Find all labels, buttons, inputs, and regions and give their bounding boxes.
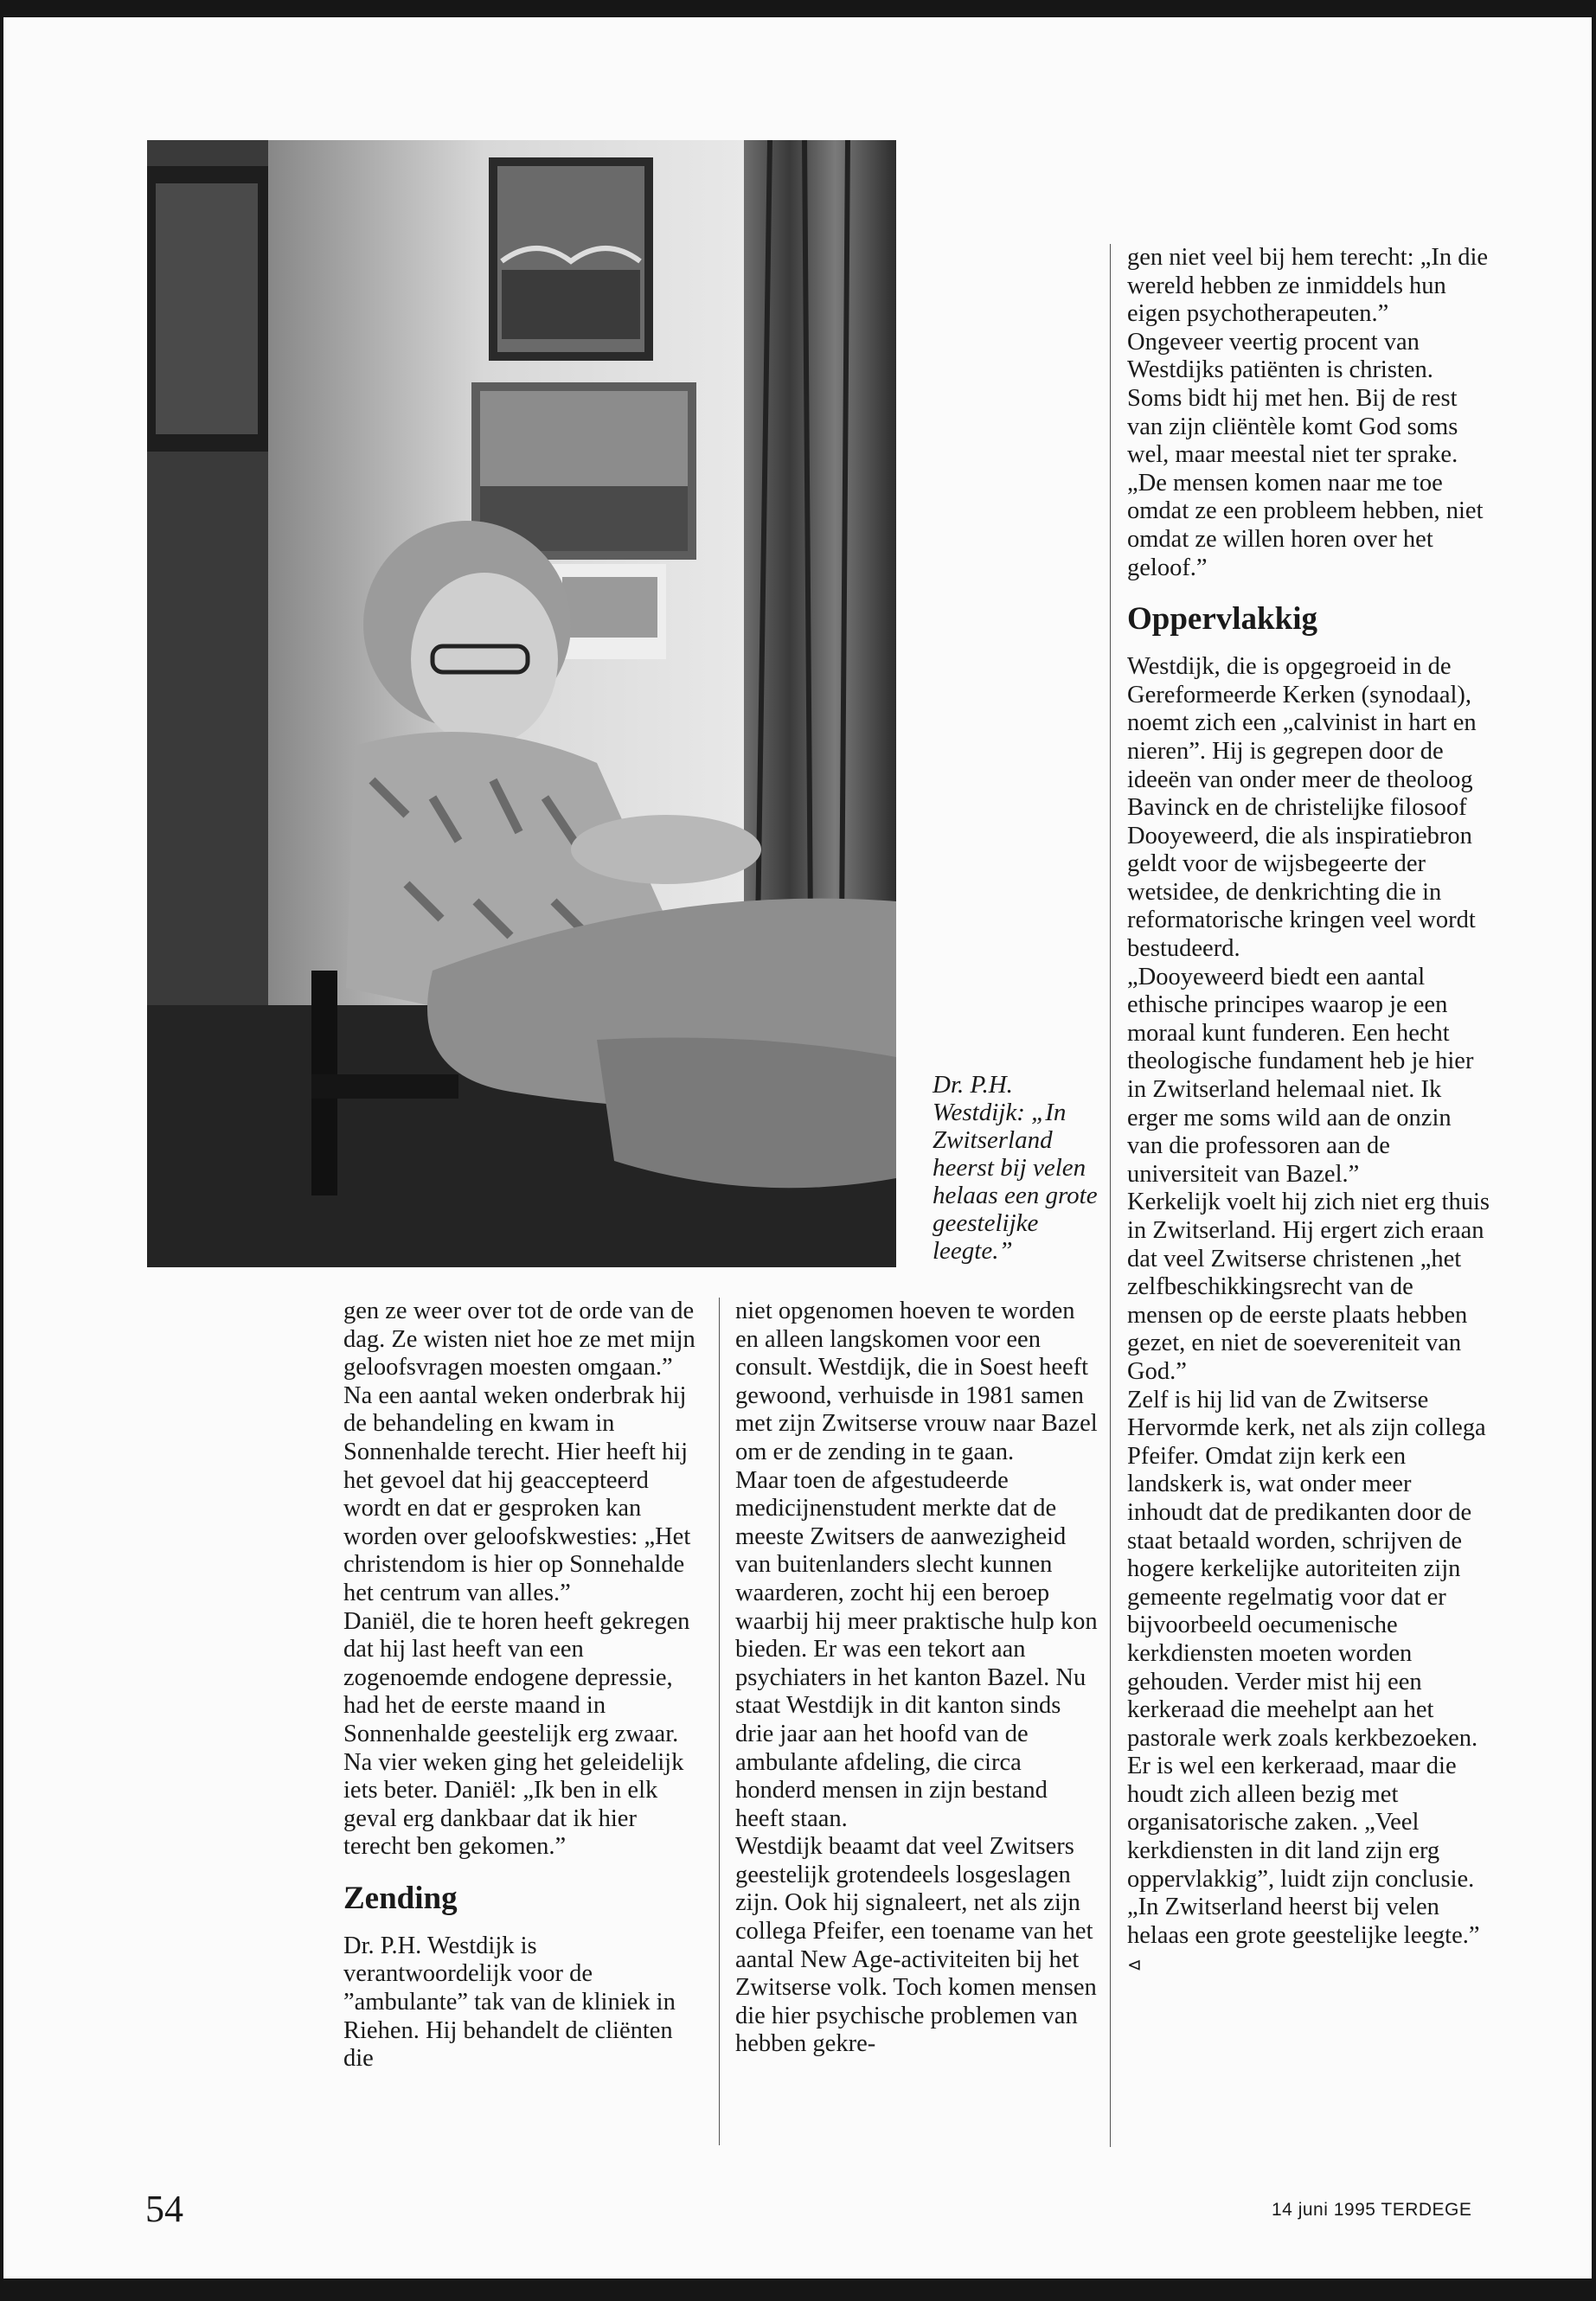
paragraph: gen niet veel bij hem terecht: „In die wereld hebben ze inmiddels hun eigen psychotherapeuten.” (1127, 244, 1489, 328)
paragraph: Dr. P.H. Westdijk is verantwoordelijk voor de ”ambulante” tak van de kliniek in Riehen. Hij behandelt de cliënten die (343, 1932, 676, 2073)
publication-date: 14 juni 1995 TERDEGE (1272, 2200, 1472, 2220)
article-column-1 (343, 1298, 707, 2073)
paragraph: Daniël, die te horen heeft gekregen dat hij last heeft van een zogenoemde endogene depressie, had het de eerste maand in Sonnenhalde geestelijk erg zwaar. Na vier weken ging het geleidelijk iets beter. Daniël: „Ik ben in elk geval erg dankbaar dat ik hier terecht ben gekomen.” (343, 1607, 690, 1861)
caption-name: Dr. P.H. Westdijk: (933, 1071, 1025, 1126)
end-mark-icon: ⊲ (1127, 1956, 1142, 1976)
paragraph: Westdijk, die is opgegroeid in de Gereformeerde Kerken (synodaal), noemt zich een „calvinist in hart en nieren”. Hij is gegrepen door de ideeën van onder meer de theoloog Bavinck en de christelijke filosoof Dooyeweerd, die als inspiratiebron geldt voor de wijsbegeerte der wetsidee, de denkrichting die in reformatorische kringen veel wordt bestudeerd. (1127, 653, 1477, 963)
column-divider (719, 1298, 720, 2145)
column-divider (1110, 244, 1111, 2147)
paragraph: Westdijk beaamt dat veel Zwitsers geestelijk grotendeels losgeslagen zijn. Ook hij signaleert, net als zijn collega Pfeifer, een toename van het aantal New Age-activiteiten bij het Zwitserse volk. Toch komen mensen die hier psychische problemen van hebben gekre- (735, 1833, 1097, 2058)
portrait-photo-icon (147, 140, 896, 1267)
section-heading-oppervlakkig: Oppervlakkig (1127, 601, 1317, 638)
caption-quote: „In Zwitserland heerst bij velen helaas een grote geestelijke leegte.” (933, 1099, 1098, 1265)
article-column-3 (1127, 244, 1490, 1980)
paragraph-last-text: Er is wel een kerkeraad, maar die houdt zich alleen bezig met organisatorische zaken. „Veel kerkdiensten in dit land zijn erg oppervlakkig”, luidt zijn conclusie. „In Zwitserland heerst bij velen helaas een grote geestelijke leegte.” (1127, 1753, 1480, 1949)
paragraph: Na een aantal weken onderbrak hij de behandeling en kwam in Sonnenhalde terecht. Hier heeft hij het gevoel dat hij geaccepteerd wordt en dat er gesproken kan worden over geloofskwesties: „Het christendom is hier op Sonnehalde het centrum van alles.” (343, 1381, 691, 1606)
paragraph-last (1127, 1753, 1490, 1980)
article-column-2 (735, 1298, 1099, 2059)
paragraph: Kerkelijk voelt hij zich niet erg thuis in Zwitserland. Hij ergert zich eraan dat veel Zwitserse christenen „het zelfbeschikkingsrecht van de mensen op de eerste plaats hebben gezet, en niet de soevereniteit van God.” (1127, 1189, 1490, 1385)
paragraph: gen ze weer over tot de orde van de dag. Ze wisten niet hoe ze met mijn geloofsvragen moesten omgaan.” (343, 1298, 695, 1381)
paragraph: Zelf is hij lid van de Zwitserse Hervormde kerk, net als zijn collega Pfeifer. Omdat zijn kerk een landskerk is, wat onder meer inhoudt dat de predikanten door de staat betaald worden, schrijven de hogere kerkelijke autoriteiten zijn gemeente regelmatig voor dat er bijvoorbeeld oecumenische kerkdiensten moeten worden gehouden. Verder mist hij een kerkeraad die meehelpt aan het pastorale werk zoals kerkbezoeken. (1127, 1386, 1486, 1752)
section-heading-zending: Zending (343, 1880, 458, 1916)
paragraph: Ongeveer veertig procent van Westdijks patiënten is christen. Soms bidt hij met hen. Bij de rest van zijn cliëntèle komt God soms wel, maar meestal niet ter sprake. „De mensen komen naar me toe omdat ze een probleem hebben, niet omdat ze willen horen over het geloof.” (1127, 328, 1484, 581)
page-number: 54 (145, 2188, 183, 2230)
paragraph: Maar toen de afgestudeerde medicijnenstudent merkte dat de meeste Zwitsers de aanwezigheid van buitenlanders slecht kunnen waarderen, zocht hij een beroep waarbij hij meer praktische hulp kon bieden. Er was een tekort aan psychiaters in het kanton Bazel. Nu staat Westdijk in dit kanton sinds drie jaar aan het hoofd van de ambulante afdeling, die circa honderd mensen in zijn bestand heeft staan. (735, 1466, 1098, 1832)
paragraph: „Dooyeweerd biedt een aantal ethische principes waarop je een moraal kunt funderen. Een hecht theologische fundament heb je hier in Zwitserland helemaal niet. Ik erger me soms wild aan de onzin van die professoren aan de universiteit van Bazel.” (1127, 963, 1474, 1188)
photo-caption (933, 1071, 1106, 1265)
portrait-photo (147, 140, 896, 1267)
paragraph: niet opgenomen hoeven te worden en alleen langskomen voor een consult. Westdijk, die in Soest heeft gewoond, verhuisde in 1981 samen met zijn Zwitserse vrouw naar Bazel om er de zending in te gaan. (735, 1298, 1098, 1465)
